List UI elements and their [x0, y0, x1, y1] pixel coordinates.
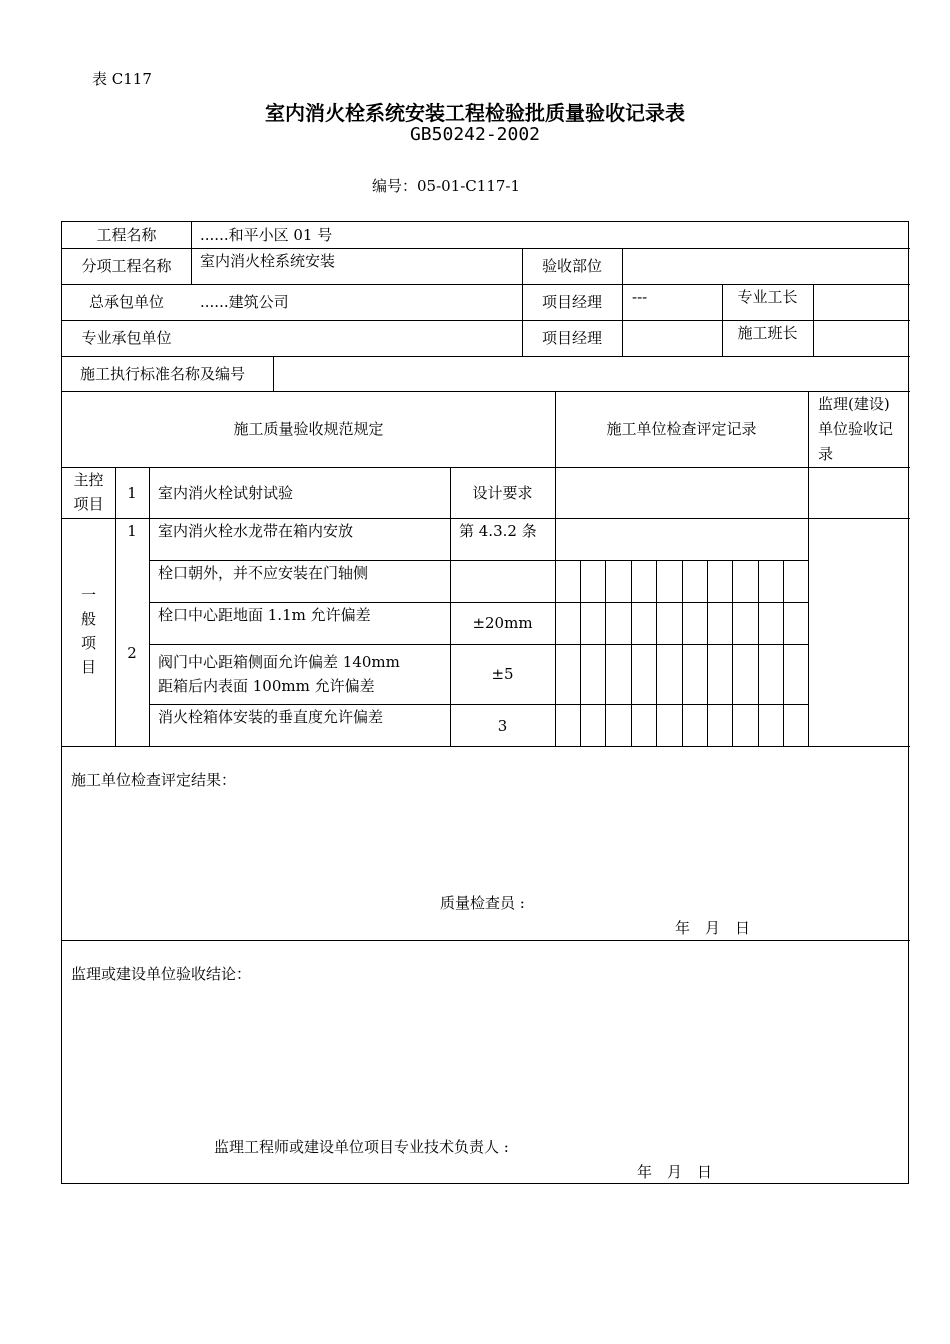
sub-project-value: 室内消火栓系统安装 — [200, 252, 336, 270]
construction-date: 年 月 日 — [675, 919, 751, 937]
general-contractor-value: ......建筑公司 — [200, 293, 289, 311]
supervision-header-line2: 单位验收记 — [818, 420, 894, 438]
project-name-label: 工程名称 — [96, 226, 157, 244]
form-code: 表 C117 — [92, 70, 152, 88]
main-control-requirement: 设计要求 — [472, 484, 533, 502]
spec-column-header: 施工质量验收规范规定 — [233, 420, 384, 438]
specialty-contractor-label: 专业承包单位 — [81, 329, 172, 347]
general-item1-text: 室内消火栓水龙带在箱内安放 — [158, 522, 354, 540]
project-manager-label-2: 项目经理 — [541, 329, 602, 347]
main-control-number: 1 — [127, 484, 137, 502]
foreman-label: 专业工长 — [737, 288, 798, 306]
acceptance-part-label: 验收部位 — [541, 257, 602, 275]
team-leader-label: 施工班长 — [737, 324, 798, 342]
project-name-value: ......和平小区 01 号 — [200, 226, 333, 244]
general-label-char-4: 目 — [80, 658, 96, 676]
supervision-header-line3: 录 — [818, 445, 834, 463]
general-item2-row3-text2: 距箱后内表面 100mm 允许偏差 — [158, 677, 375, 695]
general-item2-row2-requirement: ±20mm — [472, 614, 533, 632]
supervision-result-label: 监理或建设单位验收结论： — [71, 965, 252, 983]
document-number: 编号：05-01-C117-1 — [372, 177, 521, 195]
supervision-date: 年 月 日 — [637, 1163, 713, 1181]
supervision-signer-label: 监理工程师或建设单位项目专业技术负责人 : — [214, 1138, 509, 1156]
general-item2-row3-requirement: ±5 — [491, 665, 514, 683]
page-title: 室内消火栓系统安装工程检验批质量验收记录表 — [265, 101, 685, 125]
main-control-item: 室内消火栓试射试验 — [158, 484, 294, 502]
quality-inspector-label: 质量检查员 : — [440, 894, 525, 912]
main-control-label-1: 主控 — [73, 471, 104, 489]
general-item2-row3-text: 阀门中心距箱侧面允许偏差 140mm — [158, 653, 400, 671]
construction-result-label: 施工单位检查评定结果： — [71, 771, 237, 789]
general-item2-number: 2 — [127, 644, 137, 662]
main-control-label-2: 项目 — [73, 495, 104, 513]
inspection-record-table — [61, 221, 909, 1184]
general-item2-row4-requirement: 3 — [497, 717, 508, 735]
general-item2-row1-text: 栓口朝外，并不应安装在门轴侧 — [158, 564, 369, 582]
general-label-char-3: 项 — [80, 634, 96, 652]
supervision-header-line1: 监理(建设) — [818, 395, 890, 413]
general-item2-row4-text: 消火栓箱体安装的垂直度允许偏差 — [158, 708, 384, 726]
standard-code: GB50242-2002 — [409, 124, 541, 145]
general-item1-number: 1 — [127, 522, 137, 540]
general-item2-row2-text: 栓口中心距地面 1.1m 允许偏差 — [158, 606, 371, 624]
general-contractor-label: 总承包单位 — [88, 293, 164, 311]
project-manager-label: 项目经理 — [541, 293, 602, 311]
standard-label: 施工执行标准名称及编号 — [80, 365, 246, 383]
project-manager-value: --- — [632, 288, 648, 306]
general-item1-requirement: 第 4.3.2 条 — [459, 522, 537, 540]
record-column-header: 施工单位检查评定记录 — [606, 420, 757, 438]
general-label-char-1: 一 — [80, 586, 96, 604]
general-label-char-2: 般 — [80, 610, 96, 628]
sub-project-label: 分项工程名称 — [81, 257, 172, 275]
